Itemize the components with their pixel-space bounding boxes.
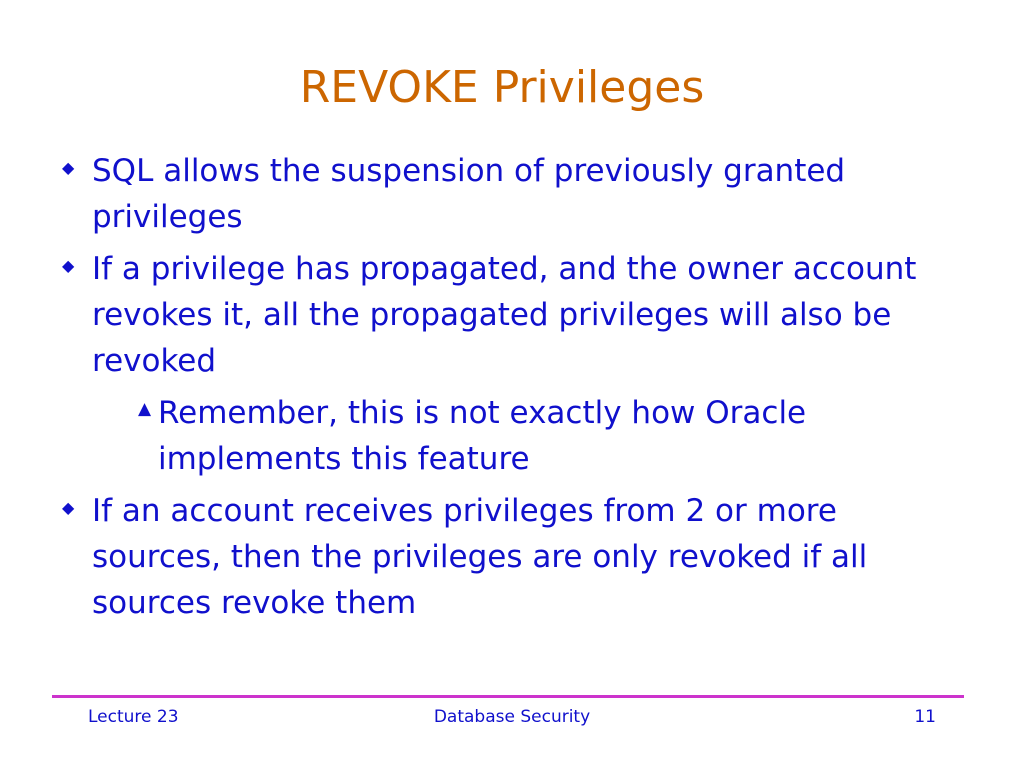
sub-bullet-item [138, 390, 960, 482]
slide-body [60, 148, 960, 632]
footer-lecture-label: Lecture 23 [88, 707, 179, 727]
triangle-bullet-icon: ▲ [138, 399, 152, 419]
diamond-bullet-icon: ◆ [62, 256, 75, 275]
slide-title: REVOKE Privileges [299, 62, 705, 113]
bullet-item [60, 246, 960, 384]
bullet-text: If an account receives privileges from 2 or more sources, then the privileges are only revoked if all sources revoke them [92, 493, 868, 621]
diamond-bullet-icon: ◆ [62, 158, 75, 177]
bullet-text: SQL allows the suspension of previously granted privileges [92, 153, 846, 235]
sub-bullet-text: Remember, this is not exactly how Oracle implements this feature [158, 395, 807, 477]
bullet-item [60, 488, 960, 626]
footer-course-title: Database Security [433, 707, 591, 727]
footer-divider [52, 695, 964, 698]
bullet-item [60, 148, 960, 240]
bullet-text: If a privilege has propagated, and the owner account revokes it, all the propagated privileges will also be revoked [92, 251, 917, 379]
diamond-bullet-icon: ◆ [62, 498, 75, 517]
footer-page-number: 11 [914, 707, 936, 727]
